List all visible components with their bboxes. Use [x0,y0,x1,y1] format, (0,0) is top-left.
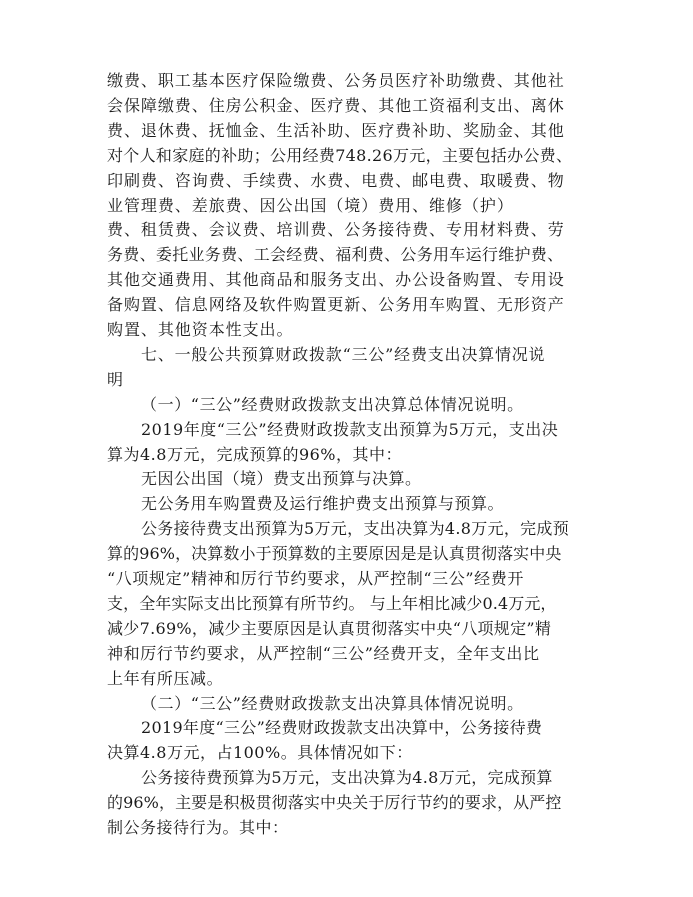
text-line: 购置、其他资本性支出。 [107,320,294,339]
text-line: 无公务用车购置费及运行维护费支出预算与预算。 [141,494,505,513]
text-line: 的96%，主要是积极贯彻落实中央关于厉行节约的要求，从严控 [107,793,562,812]
text-line: 减少7.69%，减少主要原因是认真贯彻落实中央“八项规定”精 [107,619,552,638]
text-line: 算为4.8万元，完成预算的96%，其中： [107,445,403,464]
text-line: 对个人和家庭的补助；公用经费748.26万元，主要包括办公费、 [107,146,573,165]
text-line: 公务接待费支出预算为5万元，支出决算为4.8万元，完成预 [141,519,570,538]
text-line: 务费、委托业务费、工会经费、福利费、公务用车运行维护费、 [107,245,564,264]
text-line: 缴费、职工基本医疗保险缴费、公务员医疗补助缴费、其他社 [107,71,565,90]
section-heading: 七、一般公共预算财政拨款“三公”经费支出决算情况说 [141,345,546,364]
text-line: 算的96%，决算数小于预算数的主要原因是是认真贯彻落实中央 [107,544,562,563]
text-line: 会保障缴费、住房公积金、医疗费、其他工资福利支出、离休 [107,96,565,115]
text-line: 印刷费、咨询费、手续费、水费、电费、邮电费、取暖费、物 [107,171,565,190]
text-line: 2019年度“三公”经费财政拨款支出预算为5万元，支出决 [141,420,559,439]
text-line: 备购置、信息网络及软件购置更新、公务用车购置、无形资产 [107,295,565,314]
text-line: 公务接待费预算为5万元，支出决算为4.8万元，完成预算 [141,768,553,787]
text-line: 决算4.8万元，占100%。具体情况如下： [107,743,413,762]
text-line: 业管理费、差旅费、因公出国（境）费用、维修（护） [107,196,514,215]
text-line: 2019年度“三公”经费财政拨款支出决算中，公务接待费 [141,718,543,737]
text-line: 其他交通费用、其他商品和服务支出、办公设备购置、专用设 [107,270,565,289]
text-line: 上年有所压减。 [107,669,224,688]
section-heading-continued: 明 [107,370,124,389]
text-line: 神和厉行节约要求，从严控制“三公”经费开支，全年支出比 [107,644,540,663]
text-line: 制公务接待行为。其中： [107,818,289,837]
subsection-heading: （二）“三公”经费财政拨款支出决算具体情况说明。 [141,694,524,713]
text-line: 支，全年实际支出比预算有所节约。 与上年相比减少0.4万元， [107,594,557,613]
text-line: 费、租赁费、会议费、培训费、公务接待费、专用材料费、劳 [107,220,565,239]
text-line: 费、退休费、抚恤金、生活补助、医疗费补助、奖励金、其他 [107,121,565,140]
text-line: 无因公出国（境）费支出预算与决算。 [141,469,422,488]
subsection-heading: （一）“三公”经费财政拨款支出决算总体情况说明。 [141,395,524,414]
text-line: “八项规定”精神和厉行节约要求，从严控制“三公”经费开 [107,569,524,588]
